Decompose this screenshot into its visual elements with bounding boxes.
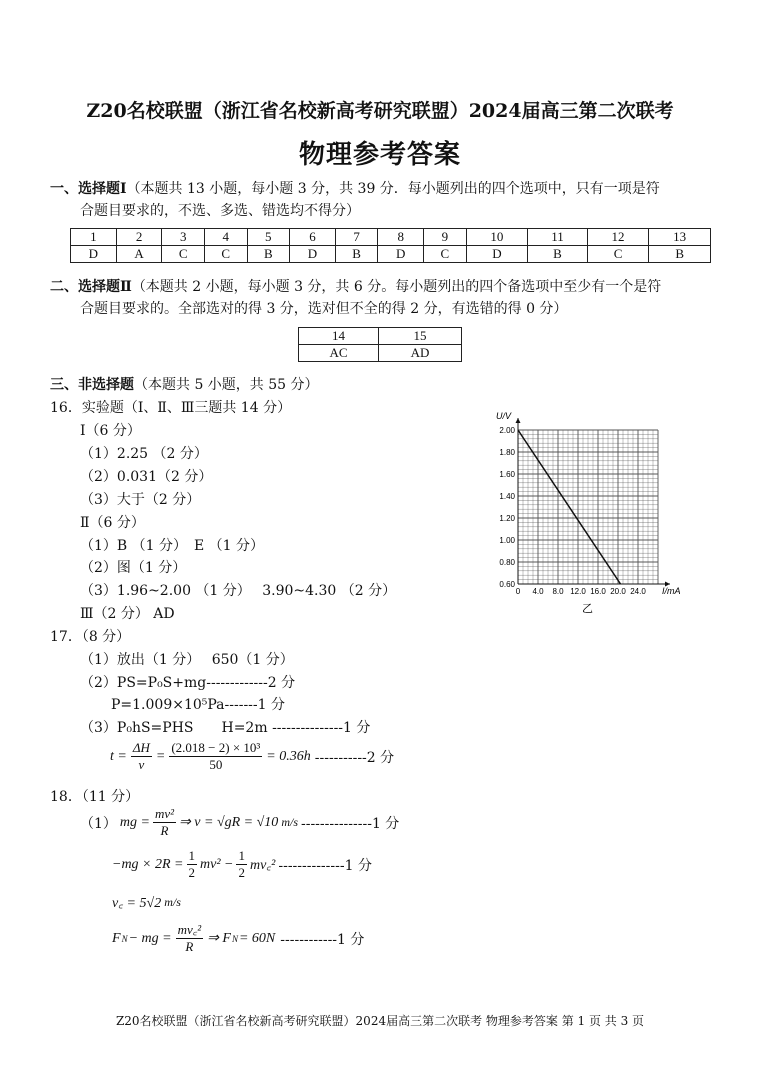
q18-f4-num: mv꜀² — [177, 922, 202, 937]
q17-line: （2）PS=P₀S+mg-------------2 分 — [80, 675, 296, 691]
q18-formula-1 — [80, 806, 399, 839]
q18-f1-a: mg = — [119, 814, 150, 830]
answer-cell: C — [587, 246, 649, 263]
x-tick-label: 16.0 — [590, 587, 606, 596]
q18-f1-unit: m/s — [281, 815, 298, 829]
question-number-cell: 15 — [378, 328, 461, 345]
q18-f4-sub: N — [121, 933, 128, 944]
answer-table-1-answer-row — [71, 246, 711, 263]
question-number-cell: 4 — [204, 229, 247, 246]
y-tick-label: 0.60 — [499, 580, 515, 589]
question-number-cell: 9 — [424, 229, 467, 246]
section1-line1 — [50, 178, 660, 198]
answer-cell: AD — [378, 345, 461, 362]
answer-cell: D — [466, 246, 528, 263]
page-footer: Z20名校联盟（浙江省名校新高考研究联盟）2024届高三第二次联考 物理参考答案 第 1 页 共 3 页 — [115, 1014, 645, 1028]
y-axis-arrow — [516, 418, 521, 423]
question-number-cell: 1 — [71, 229, 117, 246]
answer-cell: D — [378, 246, 424, 263]
q16-line: 16．实验题（Ⅰ、Ⅱ、Ⅲ三题共 14 分） — [50, 400, 292, 416]
answer-cell: B — [649, 246, 711, 263]
q18-f3-unit: m/s — [164, 895, 181, 909]
question-number-cell: 7 — [335, 229, 378, 246]
q18-f2-d1: 2 — [188, 865, 196, 880]
y-tick-label: 1.80 — [499, 448, 515, 457]
chart-series-line — [518, 430, 621, 584]
q17-line: 17．（8 分） — [50, 629, 131, 645]
chart-grid — [518, 430, 658, 584]
q18-f1-score: ---------------1 分 — [300, 815, 400, 832]
q16-line: （2）图（1 分） — [80, 560, 187, 576]
q18-f4-sub2: N — [231, 933, 238, 944]
y-tick-label: 0.80 — [499, 558, 515, 567]
q18-f1-den: R — [160, 823, 169, 838]
q18-f1-num: mv² — [154, 806, 175, 821]
answer-cell: AC — [299, 345, 379, 362]
x-tick-label: 24.0 — [630, 587, 646, 596]
q18-f4-b: − mg = — [128, 930, 172, 946]
answer-table-2-number-row — [299, 328, 462, 345]
chart-caption: 乙 — [582, 603, 593, 615]
q17-line: （3）P₀hS=PHS H=2m ---------------1 分 — [80, 720, 371, 736]
q18-f2-a: −mg × 2R = — [112, 856, 184, 872]
q18-formula-3 — [112, 893, 181, 912]
q16-line: Ⅰ（6 分） — [80, 423, 141, 439]
answer-table-2 — [298, 327, 462, 362]
q17-line: （1）放出（1 分） 650（1 分） — [80, 652, 294, 668]
x-tick-label: 8.0 — [552, 587, 564, 596]
q18-f2-c: mv꜀² — [249, 858, 276, 873]
y-tick-label: 2.00 — [499, 426, 515, 435]
page-title: Z20名校联盟（浙江省名校新高考研究联盟）2024届高三第二次联考 — [86, 100, 674, 122]
answer-table-1 — [70, 228, 711, 263]
chart-x-ticks — [516, 587, 647, 596]
ui-graph — [490, 408, 700, 618]
chart-xlabel: I/mA — [662, 586, 681, 596]
answer-table-2-answer-row — [299, 345, 462, 362]
section1-desc1: （本题共 13 小题，每小题 3 分，共 39 分．每小题列出的四个选项中，只有一项是符 — [126, 181, 660, 197]
y-tick-label: 1.60 — [499, 470, 515, 479]
question-number-cell: 6 — [290, 229, 336, 246]
y-tick-label: 1.00 — [499, 536, 515, 545]
q17-line: P=1.009×10⁵Pa-------1 分 — [111, 697, 285, 713]
y-tick-label: 1.40 — [499, 492, 515, 501]
x-tick-label: 4.0 — [532, 587, 544, 596]
q18-f4-d: = 60N — [238, 930, 276, 946]
q17-fraction-2 — [169, 740, 262, 773]
answer-cell: C — [424, 246, 467, 263]
answer-cell: D — [290, 246, 336, 263]
question-number-cell: 14 — [299, 328, 379, 345]
chart-ylabel: U/V — [496, 411, 512, 421]
q18-f2-d2: 2 — [238, 865, 245, 880]
section2-desc1: （本题共 2 小题，每小题 3 分，共 6 分。每小题列出的四个备选项中至少有一个是符 — [131, 279, 662, 295]
q18-f2-b: mv² − — [200, 856, 234, 872]
q16-line: Ⅲ（2 分） AD — [80, 606, 175, 622]
section1-desc2: 合题目要求的，不选、多选、错选均不得分） — [80, 203, 360, 219]
y-tick-label: 1.20 — [499, 514, 515, 523]
q17-fraction-1-den: v — [138, 757, 145, 772]
q16-line: （2）0.031（2 分） — [80, 469, 213, 485]
q18-f1-fraction — [153, 806, 176, 839]
section2-line1 — [50, 276, 661, 296]
section1-heading: 一、选择题Ⅰ — [50, 181, 127, 197]
q18-f1-label: （1） — [80, 815, 117, 832]
q18-f4-a: F — [112, 930, 121, 946]
section2-heading: 二、选择题Ⅱ — [50, 279, 132, 295]
q17-fraction-2-num: (2.018 − 2) × 10³ — [171, 740, 261, 755]
section3-heading: 三、非选择题 — [50, 377, 134, 393]
answer-cell: C — [204, 246, 247, 263]
q18-f4-c: ⇒ F — [207, 931, 231, 946]
question-number-cell: 2 — [116, 229, 162, 246]
q16-line: （1）B （1 分） E （1 分） — [80, 538, 265, 554]
question-number-cell: 13 — [649, 229, 711, 246]
q16-line: Ⅱ（6 分） — [80, 515, 145, 531]
q18-f3-a: v꜀ = 5√2 — [112, 896, 162, 911]
section2-desc2: 合题目要求的。全部选对的得 3 分，选对但不全的得 2 分，有选错的得 0 分） — [80, 301, 568, 317]
answer-table-1-number-row — [71, 229, 711, 246]
question-number-cell: 8 — [378, 229, 424, 246]
q18-f2-n2: 1 — [238, 848, 245, 863]
x-tick-label: 12.0 — [570, 587, 586, 596]
section3-desc: （本题共 5 小题，共 55 分） — [134, 377, 319, 393]
q18-heading: 18．（11 分） — [50, 789, 140, 805]
q18-f4-score: ------------1 分 — [280, 931, 365, 948]
q18-f4-fraction — [176, 922, 204, 955]
section3-line — [50, 374, 319, 394]
q18-f2-fraction-2 — [236, 848, 247, 881]
answer-cell: A — [116, 246, 162, 263]
q18-f2-score: --------------1 分 — [278, 857, 372, 874]
page-subtitle: 物理参考答案 — [298, 140, 461, 170]
q17-formula — [110, 740, 394, 773]
q17-formula-rhs: = 0.36h — [266, 748, 311, 764]
question-number-cell: 11 — [528, 229, 588, 246]
q16-line: （3）大于（2 分） — [80, 492, 201, 508]
question-number-cell: 5 — [247, 229, 290, 246]
q17-formula-eq: = — [155, 748, 166, 764]
q17-fraction-2-den: 50 — [209, 757, 223, 772]
answer-cell: C — [162, 246, 205, 263]
q17-formula-score: -----------2 分 — [314, 749, 395, 766]
answer-cell: B — [247, 246, 290, 263]
q18-formula-4 — [112, 922, 364, 955]
q17-fraction-1 — [131, 740, 152, 773]
q17-fraction-1-num: ΔH — [132, 740, 150, 755]
x-tick-label: 0 — [515, 587, 521, 596]
q16-line: （3）1.96~2.00 （1 分） 3.90~4.30 （2 分） — [80, 583, 397, 599]
answer-cell: D — [71, 246, 117, 263]
q18-f2-n1: 1 — [188, 848, 196, 863]
answer-cell: B — [335, 246, 378, 263]
q18-f1-b: ⇒ v = √gR = √10 — [179, 815, 279, 830]
answer-cell: B — [528, 246, 588, 263]
x-tick-label: 20.0 — [610, 587, 626, 596]
question-number-cell: 10 — [466, 229, 528, 246]
q18-formula-2 — [112, 848, 372, 881]
q17-formula-lhs: t = — [110, 748, 127, 764]
question-number-cell: 3 — [162, 229, 205, 246]
q16-line: （1）2.25 （2 分） — [80, 446, 208, 462]
q18-f2-fraction-1 — [187, 848, 198, 881]
q18-f4-den: R — [185, 939, 194, 954]
chart-y-ticks — [499, 426, 515, 589]
question-number-cell: 12 — [587, 229, 649, 246]
